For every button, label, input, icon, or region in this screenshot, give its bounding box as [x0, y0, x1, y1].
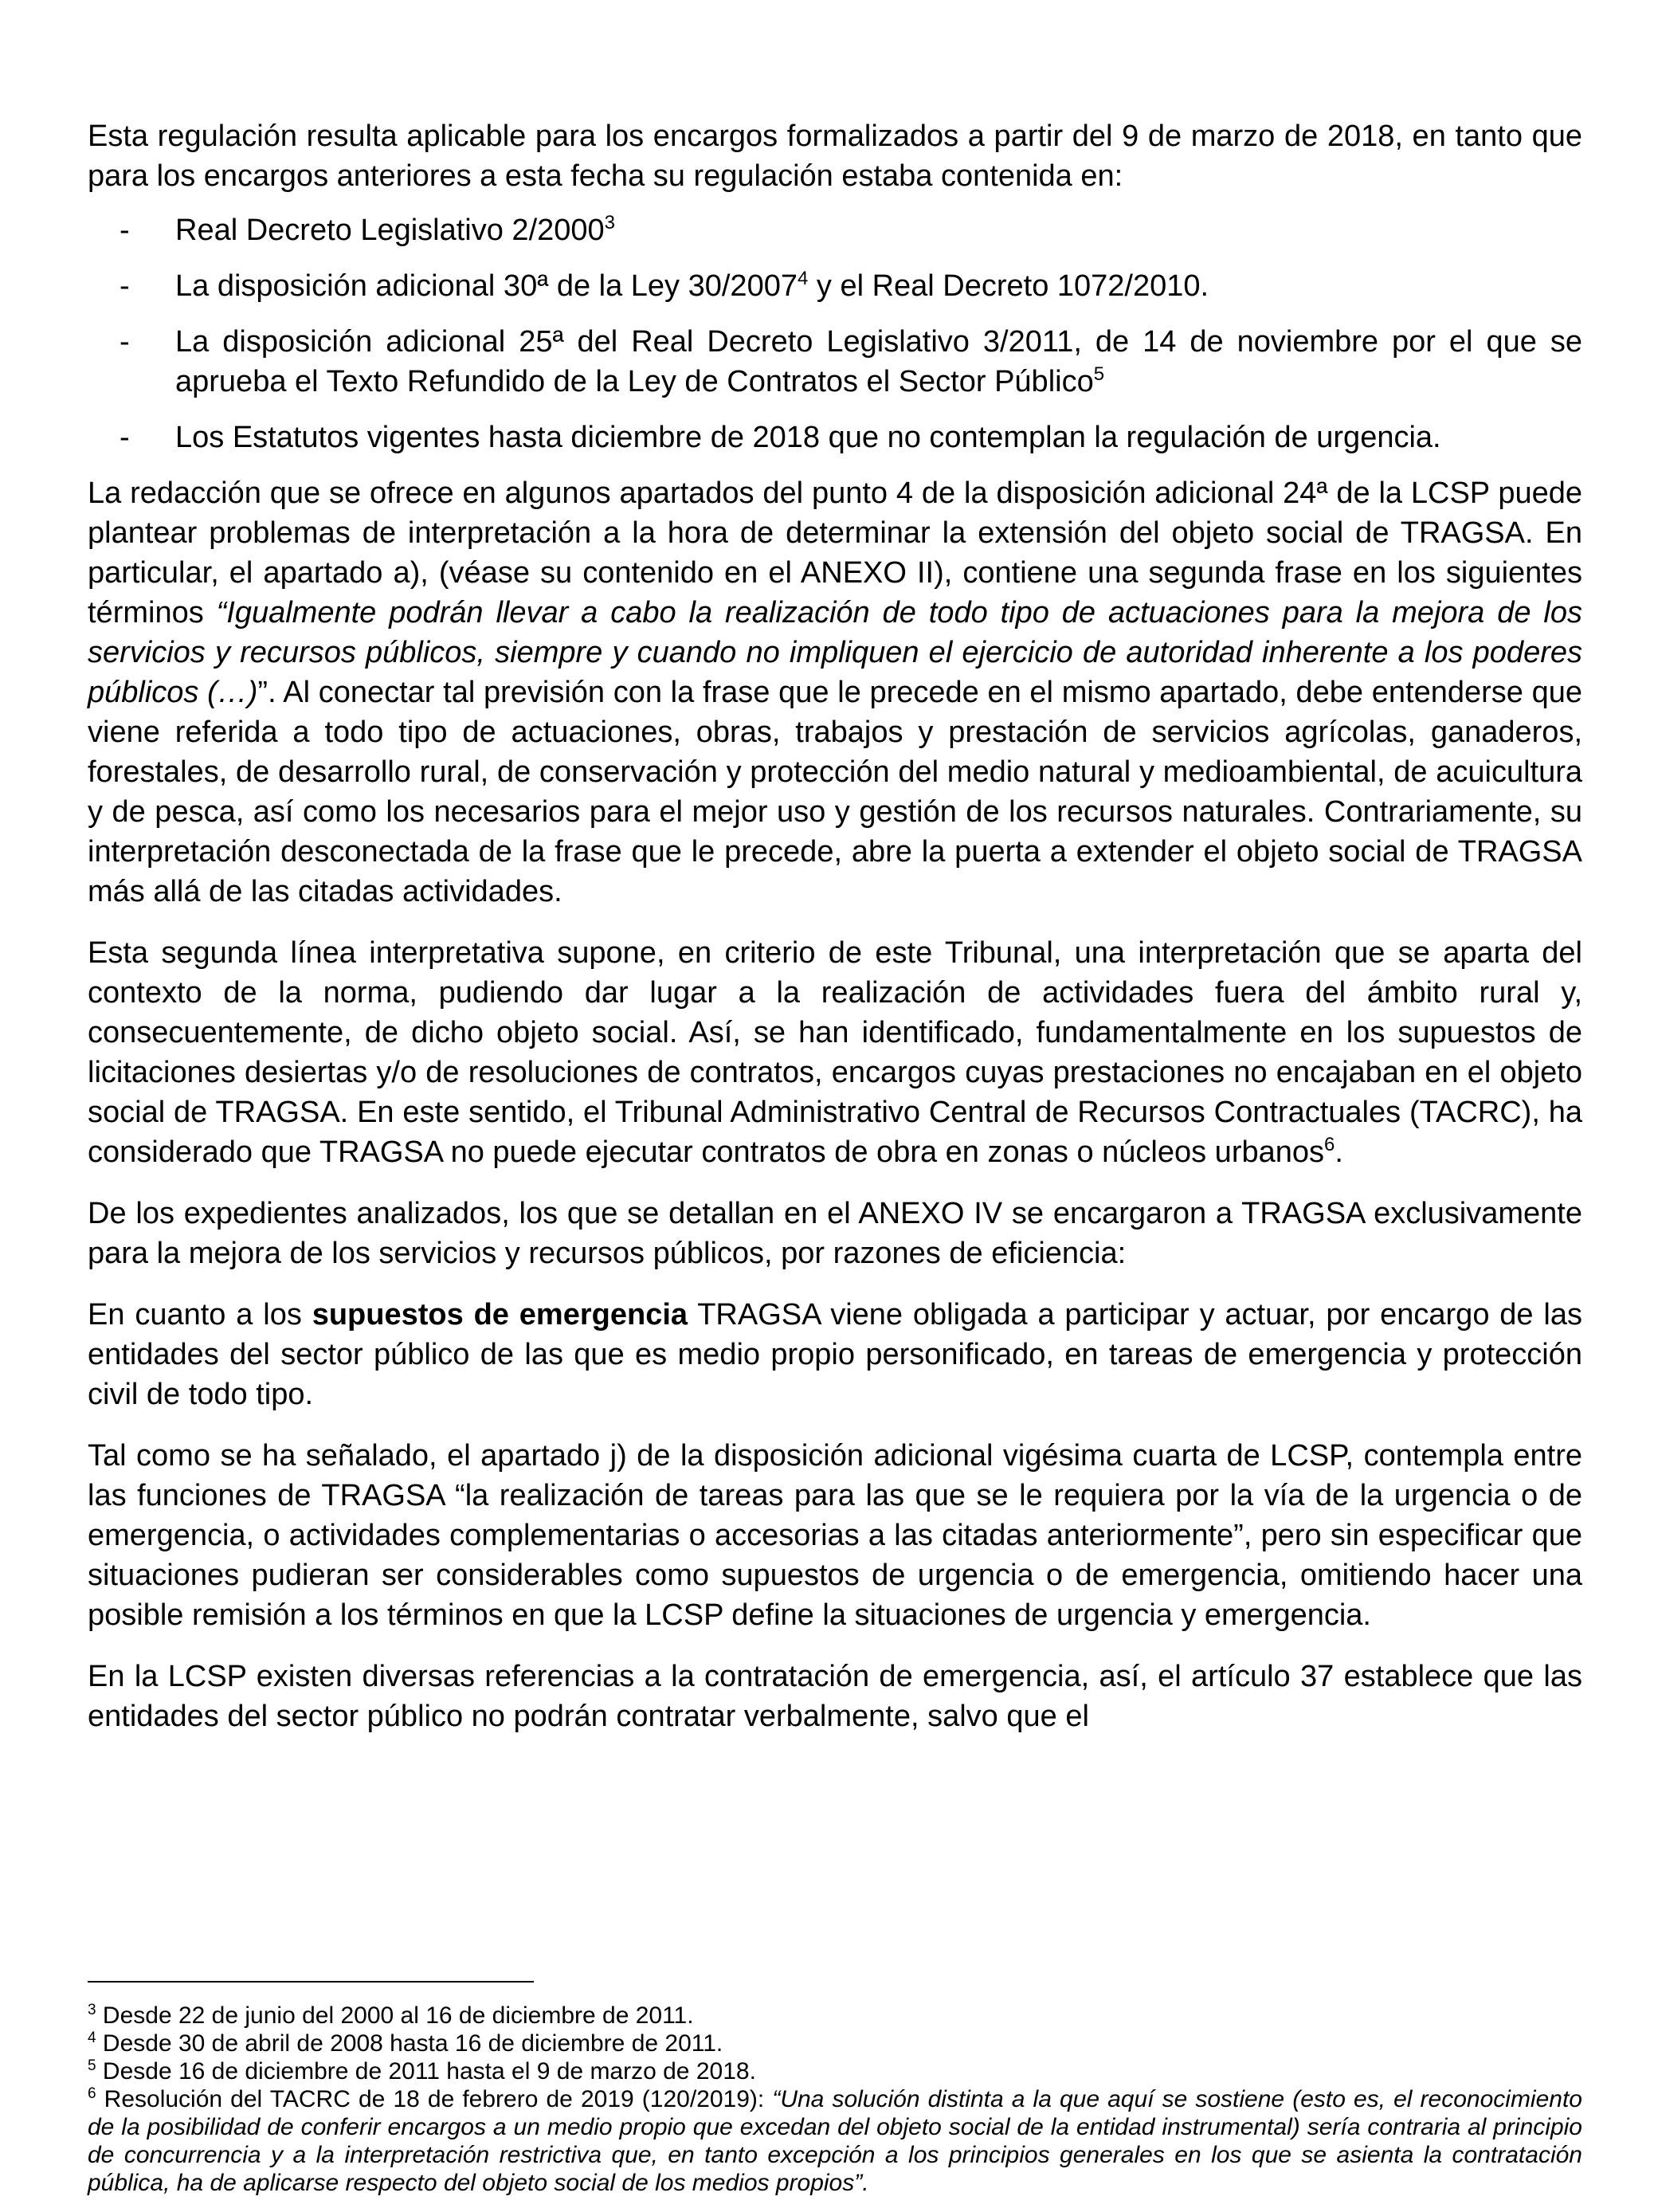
footnote — [88, 2002, 1582, 2030]
list-dash: - — [120, 325, 130, 359]
footnote — [88, 2057, 1582, 2085]
footnotes — [88, 2002, 1582, 2197]
footnote-separator — [88, 1981, 534, 1983]
footnote-ref[interactable]: 4 — [797, 268, 809, 289]
footnote-text: Desde 22 de junio del 2000 al 16 de diciembre de 2011. — [96, 2002, 694, 2029]
footnote-text: Resolución del TACRC de 18 de febrero de 2019 (120/2019): — [96, 2086, 773, 2112]
paragraph-redaccion — [88, 473, 1582, 912]
list-dash: - — [120, 214, 130, 247]
bold-term: supuestos de emergencia — [312, 1298, 688, 1332]
paragraph-text: . — [1335, 1135, 1343, 1169]
list-item-text: Los Estatutos vigentes hasta diciembre de 2018 que no contemplan la regulación de urgencia. — [175, 421, 1441, 454]
footnote — [88, 2030, 1582, 2057]
list-item-text-after: y el Real Decreto 1072/2010. — [808, 269, 1209, 303]
footnote — [88, 2085, 1582, 2197]
paragraph-senalado: Tal como se ha señalado, el apartado j) de la disposición adicional vigésima cuarta de LCSP, contempla entre las funciones de TRAGSA “la realización de tareas para las que se le requiera por la vía de la urgencia o de emergencia, o actividades complementarias o accesorias a las citadas anteriormente”, pero sin especificar que situaciones pudieran ser considerables como supuestos de urgencia o de emergencia, omitiendo hacer una posible remisión a los términos en que la LCSP define la situaciones de urgencia y emergencia. — [88, 1439, 1582, 1632]
footnote-ref[interactable]: 6 — [1324, 1134, 1335, 1155]
list-item-text: La disposición adicional 30ª de la Ley 30/2007 — [175, 269, 798, 303]
paragraph-text: La redacción que se ofrece en algunos apartados del punto 4 de la disposición adicional 24ª de la LCSP puede plantear problemas de interpretación a la hora de determinar la extensión del objeto social de TRAGSA. En particular, el apartado a), (véase su contenido en el ANEXO II), contiene una segunda frase en los siguientes términos — [88, 477, 1582, 629]
footnote-text: Desde 16 de diciembre de 2011 hasta el 9 de marzo de 2018. — [96, 2058, 756, 2085]
paragraph-expedientes: De los expedientes analizados, los que se detallan en el ANEXO IV se encargaron a TRAGSA exclusivamente para la mejora de los servicios y recursos públicos, por razones de eficiencia: — [88, 1197, 1582, 1270]
paragraph-text: TRAGSA viene obligada a participar y actuar, por encargo de las entidades del sector público de las que es medio propio personificado, en tareas de emergencia y protección civil de todo tipo. — [88, 1298, 1583, 1411]
list-dash: - — [120, 421, 130, 454]
paragraph-text: ”. Al conectar tal previsión con la frase que le precede en el mismo apartado, debe entenderse que viene referida a todo tipo de actuaciones, obras, trabajos y prestación de servicios agrícolas, ganaderos, forestales, de desarrollo rural, de conservación y protección del medio natural y medioambiental, de acuicultura y de pesca, así como los necesarios para el mejor uso y gestión de los recursos naturales. Contrariamente, su interpretación desconectada de la frase que le precede, abre la puerta a extender el objeto social de TRAGSA más allá de las citadas actividades. — [88, 676, 1582, 908]
footnote-number: 3 — [88, 2002, 96, 2018]
footnote-number: 5 — [88, 2057, 96, 2074]
footnote-number: 4 — [88, 2030, 96, 2046]
regulation-list — [88, 210, 1582, 457]
paragraph-text: Esta segunda línea interpretativa supone, en criterio de este Tribunal, una interpretación que se aparta del contexto de la norma, pudiendo dar lugar a la realización de actividades fuera del ámbito rural y, consecuentemente, de dicho objeto social. Así, se han identificado, fundamentalmente en los supuestos de licitaciones desiertas y/o de resoluciones de contratos, encargos cuyas prestaciones no encajaban en el objeto social de TRAGSA. En este sentido, el Tribunal Administrativo Central de Recursos Contractuales (TACRC), ha considerado que TRAGSA no puede ejecutar contratos de obra en zonas o núcleos urbanos — [88, 936, 1582, 1169]
list-item-text: Real Decreto Legislativo 2/2000 — [175, 214, 605, 247]
document-body — [88, 116, 1582, 1758]
footnote-quote: “Una solución distinta a la que aquí se sostiene (esto es, el reconocimiento de la posibilidad de conferir encargos a un medio propio que excedan del objeto social de la entidad instrumental) sería contraria al principio de concurrencia y a la interpretación restrictiva que, en tanto excepción a los principios generales en los que se asienta la contratación pública, ha de aplicarse respecto del objeto social de los medios propios”. — [88, 2086, 1582, 2196]
footnote-number: 6 — [88, 2085, 96, 2102]
list-item — [88, 210, 1582, 250]
paragraph-segunda-linea — [88, 933, 1582, 1172]
list-item — [88, 266, 1582, 306]
list-item — [88, 418, 1582, 457]
footnote-ref[interactable]: 3 — [604, 212, 616, 233]
quoted-text: “Igualmente podrán llevar a cabo la realización de todo tipo de actuaciones para la mejora de los servicios y recursos públicos, siempre y cuando no impliquen el ejercicio de autoridad inherente a los poderes públicos (…) — [88, 596, 1582, 709]
paragraph-lcsp: En la LCSP existen diversas referencias a la contratación de emergencia, así, el artículo 37 establece que las entidades del sector público no podrán contratar verbalmente, salvo que el — [88, 1660, 1582, 1733]
footnote-ref[interactable]: 5 — [1093, 363, 1105, 385]
intro-paragraph: Esta regulación resulta aplicable para los encargos formalizados a partir del 9 de marzo de 2018, en tanto que para los encargos anteriores a esta fecha su regulación estaba contenida en: — [88, 120, 1582, 193]
list-item-text: La disposición adicional 25ª del Real Decreto Legislativo 3/2011, de 14 de noviembre por el que se aprueba el Texto Refundido de la Ley de Contratos el Sector Público — [175, 325, 1582, 398]
footnote-text: Desde 30 de abril de 2008 hasta 16 de diciembre de 2011. — [96, 2030, 723, 2057]
list-dash: - — [120, 269, 130, 303]
paragraph-text: En cuanto a los — [88, 1298, 312, 1332]
paragraph-emergencia — [88, 1295, 1582, 1414]
list-item — [88, 322, 1582, 402]
